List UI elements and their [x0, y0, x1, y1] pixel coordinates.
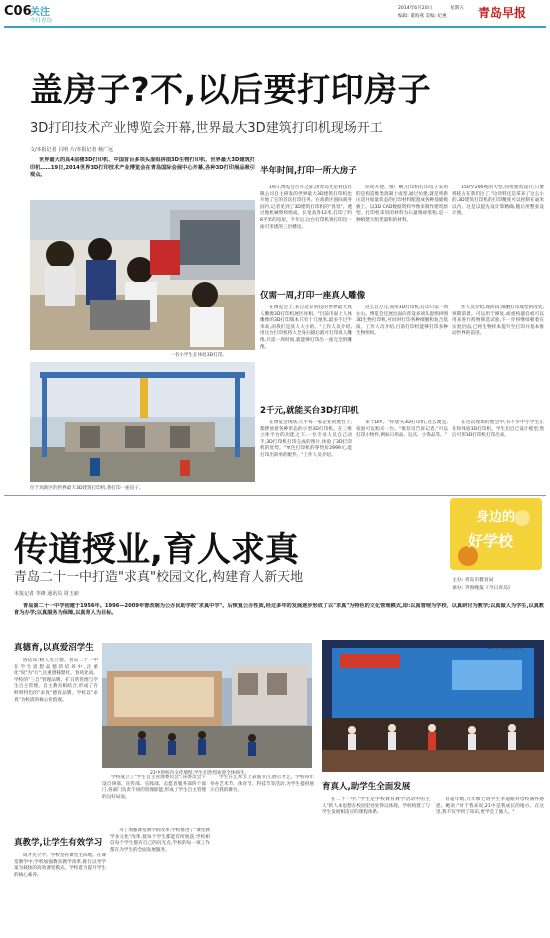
story2-col5: [322, 797, 430, 933]
story1-col2-text: 你说开建、推广啊,打印机打印房子采用的是构造维类混凝土成型,通过仿建,就是将新压适并加量状态的打印材料配置成各种基础模板上。以3D CAD数据资料导像来制作建筑原型。打印机采用的材料为石量维砂浆粉,是一种相建大组类量和的材料。: [356, 185, 448, 223]
story2-col4-text: 为了加强课堂教学的改革,学校推进了"课堂教学多元化"改革,使每个学生都能有所收获,学校相信每个学生都有自己的闪光点,学校的每一项工作都在为学生的全面发展服务。: [110, 828, 210, 853]
story2-col1-text: 俗话说:树人先立德。青岛二十一中在学生思想品德的培养中,注重化"说"为"行",注重潜移默化、春风化雨。学校的"三自"管理品牌、扩日常管理与学生自主管理、自主教育相结合,形成了有鲜明特色的"求真"德育品牌。学校以"求真"为校训的核心价值观。: [14, 658, 98, 703]
photo2-caption: 位于高新区的世界最大3D建筑打印机,将打印一座房子。: [30, 486, 144, 491]
page-number: C06: [4, 4, 32, 19]
badge-host: 主办: 青岛市教育局: [452, 578, 494, 583]
photo-school-wall-art: [102, 643, 312, 768]
story2-col2b-text: 学生在艺术节上表演节目,展示才艺。学校每年举办艺术节、体育节、科技节等活动,为学生提供展示自我的舞台。: [210, 775, 314, 794]
story1-col7-text: 在博览会现场,几乎每一家企业的展台上,都摆放着各种形态的小型3D打印机。在三维立体平台的功能之下,一位专业人员自己动手,3D打印机打印完成的图片,体验了3D打印机的优势。"单色打印机的零售价2999元,能打印出简单的配件。"工作人员介绍。: [260, 420, 352, 458]
story1-col3-text: 150至200吨的大型,同用建筑设计,只要将耗占在我们这了,"这块料还是拿来了这么小的,3D建筑打印机的打印精度可以控制在毫米以内。这是以提先设计算精确,随后用整张设计图。: [452, 185, 544, 217]
story2-col6-text: 育超年级,九年级七班学生李迪跟对母校满怀感恩。她说:"对于我来说,21中是我成长的地方。在这里,我不仅学到了知识,更学会了做人。": [436, 797, 544, 816]
photo-kids-3d-printer: [30, 200, 255, 350]
masthead-logo: 青岛早报: [478, 6, 527, 20]
story2-subhead-2: 真教学,让学生有效学习: [14, 838, 103, 848]
story1-col3: [452, 185, 544, 269]
issue-weekday: 星期五: [450, 6, 464, 11]
story1-col5: [356, 305, 448, 395]
story1-col2: [356, 185, 448, 269]
photo-building-printer-art: [30, 362, 255, 482]
section-subtitle: 今日青岛: [30, 18, 53, 24]
school-badge: [450, 498, 542, 570]
story1-col9: [452, 420, 544, 492]
story1-subhead-1: 半年时间,打印一所大房子: [260, 166, 357, 176]
story2-col2-text: 学校成立了"学生自主管理委员会",该委员会下设自律部、宣传部、实践部、志愿者服务部四个部门,各部门负责不同的管理职能,形成了学生自主管理的良好局面。: [102, 775, 206, 800]
story1-lead: [30, 157, 255, 197]
section-divider: [4, 495, 546, 496]
photo4-caption: 21中校园艺术节。: [488, 646, 527, 651]
story1-col4: [260, 305, 352, 395]
photo-building-printer: [30, 362, 255, 482]
story1-col7: [260, 420, 352, 492]
badge-subtitle: 好学校: [468, 532, 514, 550]
story2-col2b: [210, 775, 314, 823]
story1-subhead-2: 仅需一周,打印一座真人雕像: [260, 291, 366, 301]
story2-lead: [14, 603, 544, 633]
header-rule: [4, 26, 546, 28]
story1-col6-text: 作人员介绍,现阶段,细胞打印成型的改装,预期前景。可以用于修复,或重构器官或可以用来进行药物筛选试验,下一步将继续朝着在实验层面,已将生物样本提升至打印并基本推动世界的前进。: [452, 305, 544, 337]
story2-headline: 传道授业,育人求真: [14, 530, 299, 570]
story2-byline: 本报记者 李锋 通讯员 周玉丽: [14, 591, 79, 597]
story2-col4: [110, 828, 210, 933]
story2-col5-text: 在二十一中,"学生是学校教育教学活动中的主人"的人本思想在校园里处处得以体现。学校构建了与学生发展相适应的课程体系。: [322, 797, 430, 816]
story1-lead-text: 世界最大的具4层楼3D打印机、中国首台多项头混组拼图3D生物打印机、世界最大3D建筑打印机……19日,2014世界3D打印技术产业博览会在青岛国际会展中心开幕,各种3D打印展品吸引观众。: [30, 157, 255, 179]
photo-school-wall: [102, 643, 312, 768]
story2-lead-text: 青岛第二十一中学创建于1956年。1996—2009年曾改制为公办民助学校"求真中学"。后恢复公办性质,经过多年的发展逐步形成了以"求真"为特色的文化管理模式,即:以真管理为学校、以真研讨为教学;以真做人为学生,以真教育为办学;以真服务为保障,以真育人为目标。: [14, 603, 544, 617]
story1-col1-text: 19日,博览会召开之际,由青岛尤尼科技有限公司自主研发的世界最大3D建筑打印机也开始了它的首次打印任务。在高新区国际商务园内,记者见到了3D建筑打印机的"真容"。透过地机械臂将组成、长宽高各12米,打印了约8平米的房屋。半年后,这台打印机将打印出一座可米建的三层楼房。: [260, 185, 352, 230]
photo-art-festival: [322, 640, 544, 772]
story1-col5-text: 这么自万元,而用3D打印机,打印只需一周左右。博览会还展出面向普设多项头混组拼图3D生物打印机,可同时打印各种细胞和复合基质。工作人员介绍,目前打印机能够打印多种生物组织。: [356, 305, 448, 337]
story2-col3: [14, 853, 106, 933]
story2-col3-text: 成才先立学。学校坚持课堂主阵地。在课堂教学中,学校加强教育教学改革,推行以导学案为载体的高效课堂模式。学校着力提升学生的核心素养。: [14, 853, 106, 878]
story2-deck: 青岛二十一中打造"求真"校园文化,构建育人新天地: [14, 570, 304, 585]
story1-headline: 盖房子?不,以后要打印房子: [30, 70, 432, 109]
badge-organizer: 承办: 齐鲁晚报《今日青岛》: [452, 586, 513, 591]
photo-art-festival-art: [322, 640, 544, 772]
story2-subhead-3: 育真人,助学生全面发展: [322, 782, 411, 792]
story1-col4-text: 在博览会上,来自北京科技的世界最大真人雕像3D打印机展区亮相。"目前市面上人体雕像的3D打印版本只有十几厘米,最多不过半米高,而我们是真人大小的。"工作人员介绍,用这台打印机将人全身扫描后就可打印真人雕像,只需一周时间,就能够打印出一座完全的雕像。: [260, 305, 352, 350]
story1-col8: [356, 420, 448, 492]
photo-kids-3d-printer-art: [30, 200, 255, 350]
section-title: 关注: [30, 7, 50, 18]
story2-col6: [436, 797, 544, 933]
story1-deck: 3D打印技术产业博览会开幕,世界最大3D建筑打印机现场开工: [30, 121, 383, 136]
badge-title: 身边的: [476, 510, 516, 525]
editor-line: 编辑: 董海燕 美编: 纪惠: [398, 14, 447, 19]
story2-col1: [14, 658, 98, 763]
photo1-caption: 一名小学生在体验3D打印。: [170, 353, 227, 358]
story2-col2: [102, 775, 206, 823]
story1-col1: [260, 185, 352, 263]
story1-byline: 文/本报记者 吕明 片/本报记者 杨广远: [30, 147, 114, 153]
story1-col9-text: 在这次现场的展会中,有不少中小学生正在和体验3D打印机。学生们自已设计模型,然后可用3D打印机打印出来。: [452, 420, 544, 439]
story1-subhead-3: 2千元,就能买台3D打印机: [260, 406, 359, 416]
page-header: [0, 0, 550, 30]
story2-subhead-1: 真德育,以真爱沼学生: [14, 643, 94, 653]
issue-date: 2014年6月20日: [398, 6, 433, 11]
story1-col6: [452, 305, 544, 395]
story1-col8-text: 来个DIY。"你想买3D打印机,这么便宜,家庭可以购买一台。"推荐员告诉记者,"可以打印小物件,例如日用品、玩具、小饰品等。": [356, 420, 448, 439]
photo3-caption: 21中的校内文化墙壁,学生们热烈欢迎全体师生。: [150, 771, 250, 776]
